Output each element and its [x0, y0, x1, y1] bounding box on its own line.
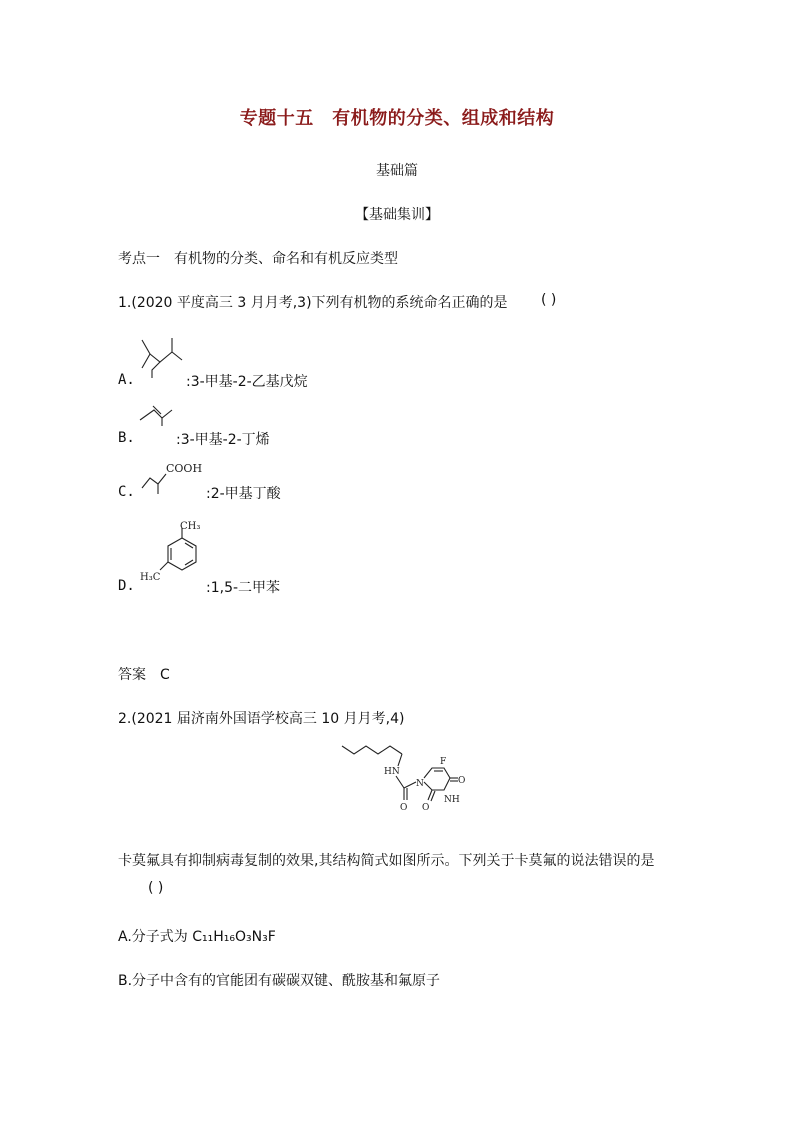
- q1-stem: 1.(2020 平度高三 3 月月考,3)下列有机物的系统命名正确的是: [118, 295, 508, 311]
- q1-option-d-ch3-label: CH₃: [180, 521, 201, 532]
- q2-n-label: N: [416, 779, 424, 789]
- q1-option-c-cooh-label: COOH: [166, 462, 203, 475]
- q2-carmofur-structure: [336, 742, 466, 832]
- kaodian-heading: 考点一 有机物的分类、命名和有机反应类型: [118, 251, 398, 267]
- q1-option-d-label: D.: [118, 578, 135, 594]
- q1-option-b-text: :3-甲基-2-丁烯: [176, 432, 270, 448]
- q1-option-b-label: B.: [118, 430, 135, 446]
- q1-option-b-structure: [136, 402, 186, 432]
- q2-f-label: F: [440, 757, 447, 767]
- q2-source: 2.(2021 届济南外国语学校高三 10 月月考,4): [118, 711, 405, 727]
- q1-answer: 答案 C: [118, 667, 170, 683]
- q2-hn-label: HN: [384, 767, 400, 777]
- q1-option-c-text: :2-甲基丁酸: [206, 486, 281, 502]
- q2-option-a: A.分子式为 C₁₁H₁₆O₃N₃F: [118, 929, 276, 945]
- section-heading: 基础篇: [376, 163, 418, 179]
- page-title: 专题十五 有机物的分类、组成和结构: [239, 108, 555, 129]
- q2-answer-paren: ( ): [148, 880, 164, 896]
- q1-option-a-text: :3-甲基-2-乙基戊烷: [186, 374, 308, 390]
- q2-option-b: B.分子中含有的官能团有碳碳双键、酰胺基和氟原子: [118, 973, 441, 989]
- q1-answer-paren: ( ): [541, 292, 557, 308]
- q1-option-c-label: C.: [118, 484, 135, 500]
- q2-o-ring-bottom-label: O: [422, 803, 430, 813]
- q1-option-a-label: A.: [118, 372, 135, 388]
- q1-option-d-text: :1,5-二甲苯: [206, 580, 281, 596]
- q1-option-d-h3c-label: H₃C: [140, 572, 161, 583]
- q2-nh-label: NH: [444, 795, 460, 805]
- q2-o-ring-top-label: O: [458, 776, 466, 786]
- q2-o-carbonyl-label: O: [400, 803, 408, 813]
- q2-stem: 卡莫氟具有抑制病毒复制的效果,其结构简式如图所示。下列关于卡莫氟的说法错误的是: [118, 853, 655, 869]
- subsection-heading: 【基础集训】: [355, 207, 439, 223]
